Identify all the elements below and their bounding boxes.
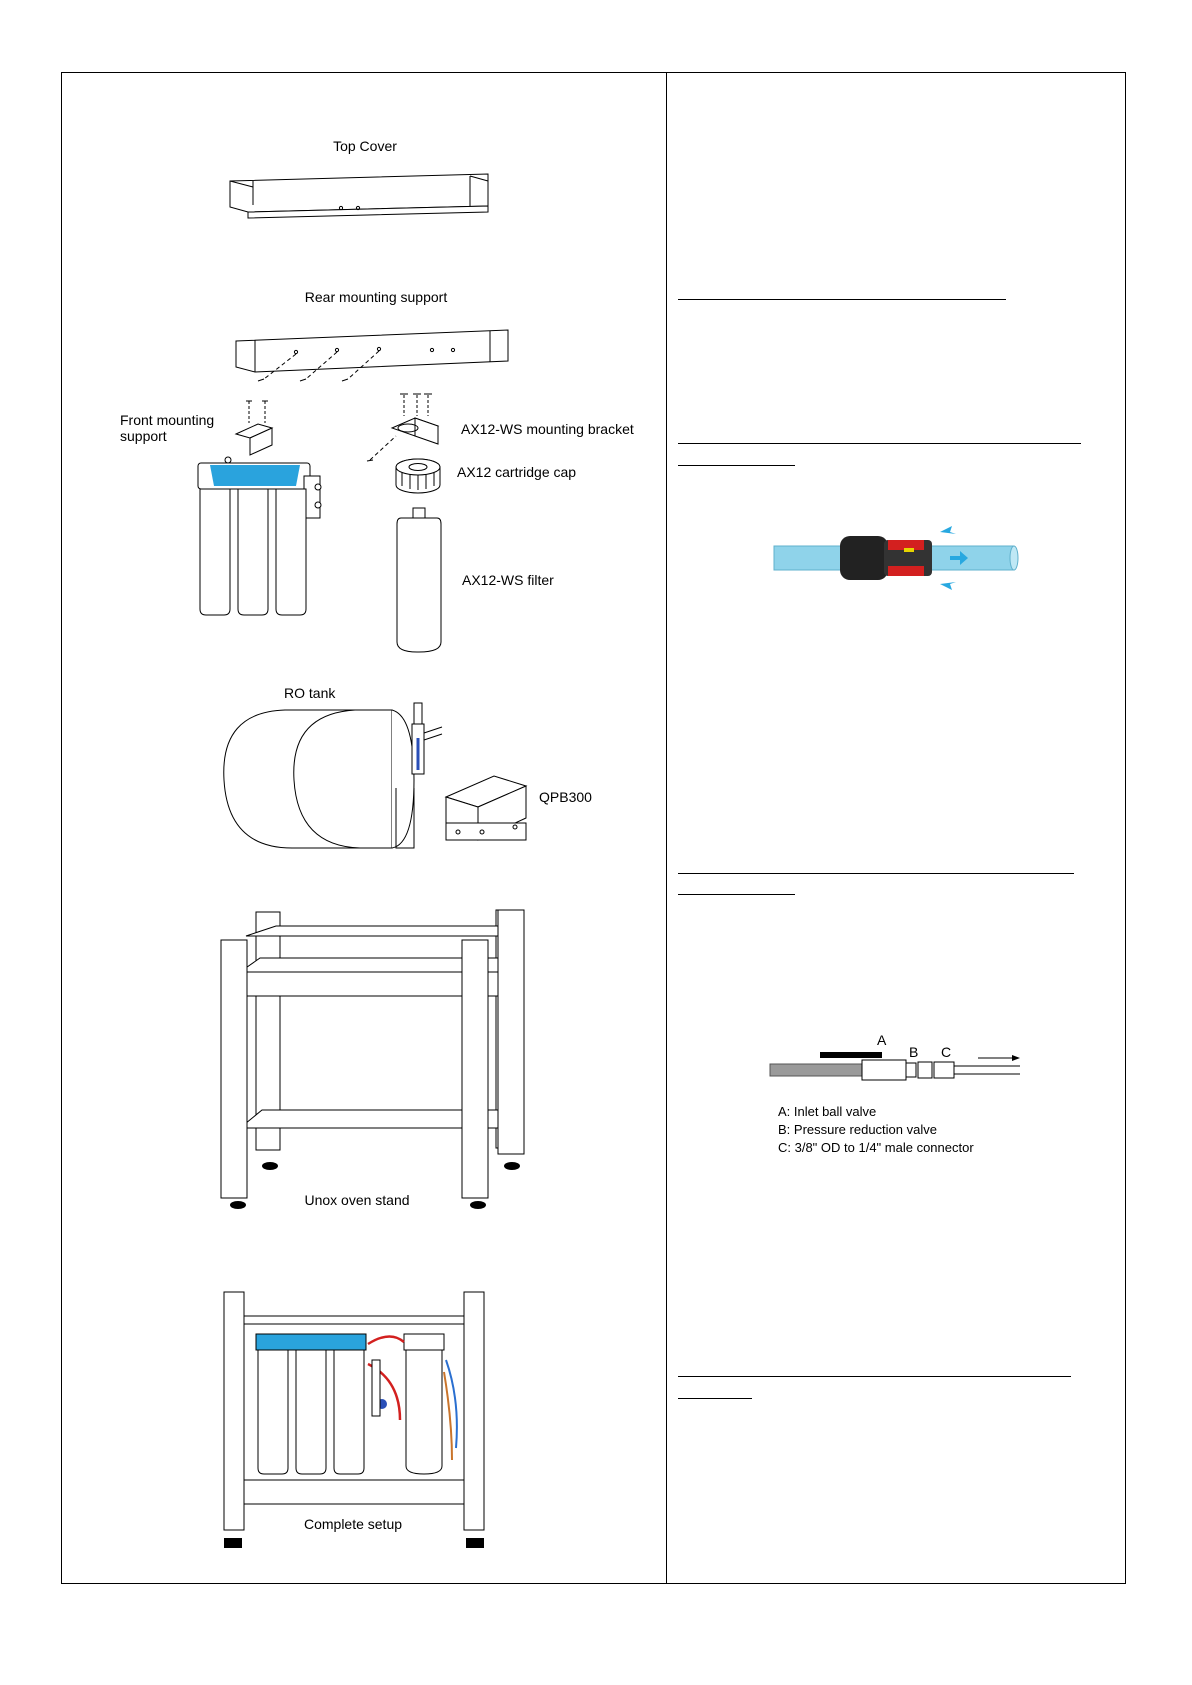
- qpb300-illustration: [446, 776, 526, 840]
- mounting-bracket-illustration: [367, 394, 438, 461]
- rear-mounting-support-illustration: [236, 330, 508, 381]
- cartridge-cap-illustration: [396, 459, 440, 493]
- qpb300-label: QPB300: [539, 789, 592, 805]
- filter-illustration: [397, 508, 441, 652]
- valve-letter-b: B: [909, 1044, 919, 1060]
- ro-tank-label: RO tank: [284, 685, 336, 701]
- top-cover-label: Top Cover: [333, 138, 397, 154]
- push-fit-fitting-illustration: [774, 526, 1018, 590]
- valve-legend-item: A: Inlet ball valve: [778, 1104, 877, 1119]
- valve-letter-a: A: [877, 1032, 887, 1048]
- front-mounting-support-label: Front mounting support: [120, 412, 215, 444]
- filter-label: AX12-WS filter: [462, 572, 554, 588]
- rear-mounting-support-label: Rear mounting support: [304, 289, 448, 305]
- oven-stand-label: Unox oven stand: [304, 1192, 410, 1208]
- valve-diagram-illustration: [770, 1032, 1020, 1080]
- oven-stand-illustration: [221, 910, 524, 1209]
- ro-tank-illustration: [224, 703, 442, 848]
- valve-letter-c: C: [941, 1044, 952, 1060]
- top-cover-illustration: [230, 174, 488, 218]
- cartridge-cap-label: AX12 cartridge cap: [457, 464, 577, 480]
- complete-setup-label: Complete setup: [303, 1516, 403, 1532]
- front-mounting-support-illustration: [236, 401, 272, 455]
- valve-legend: [778, 1103, 974, 1157]
- valve-legend-item: C: 3/8" OD to 1/4" male connector: [778, 1140, 974, 1155]
- valve-legend-item: B: Pressure reduction valve: [778, 1122, 937, 1137]
- filter-housing-illustration: [198, 457, 321, 615]
- mounting-bracket-label: AX12-WS mounting bracket: [461, 421, 634, 437]
- complete-setup-illustration: [224, 1292, 484, 1548]
